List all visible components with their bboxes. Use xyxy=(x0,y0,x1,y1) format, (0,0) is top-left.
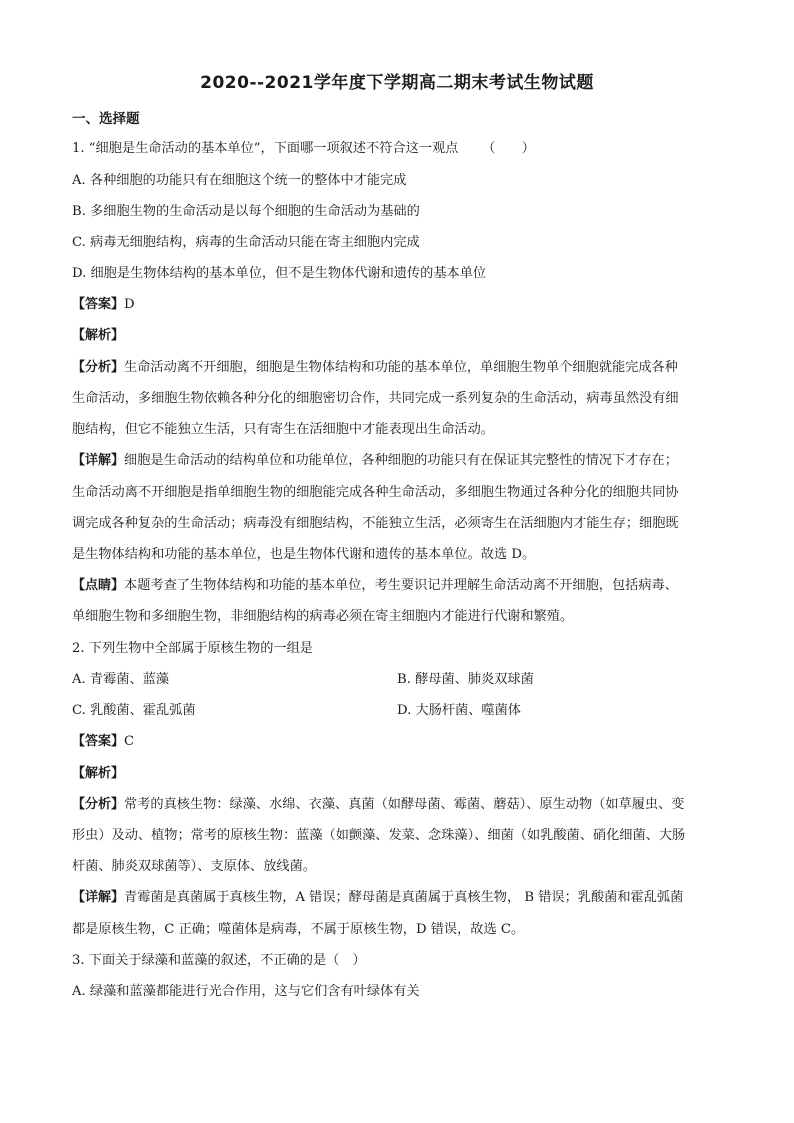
question-1-option-c: C. 病毒无细胞结构，病毒的生命活动只能在寄主细胞内完成 xyxy=(72,235,420,250)
question-1-xiangjie-line: 是生物体结构和功能的基本单位，也是生物体代谢和遗传的基本单位。故选 D。 xyxy=(72,547,536,562)
dianjing-text: 本题考查了生物体结构和功能的基本单位，考生要识记并理解生命活动离不开细胞，包括病毒、 xyxy=(124,578,678,593)
question-1-dianjing-line: 单细胞生物和多细胞生物，非细胞结构的病毒必须在寄主细胞内才能进行代谢和繁殖。 xyxy=(72,609,574,624)
answer-tag: 【答案】 xyxy=(72,297,125,312)
question-2-fenxi-line: 形虫）及动、植物；常考的原核生物：蓝藻（如颤藻、发菜、念珠藻）、细菌（如乳酸菌、硝化细菌、大肠 xyxy=(72,828,686,843)
question-2-option-b: B. 酵母菌、肺炎双球菌 xyxy=(397,672,534,687)
question-1-xiangjie-line: 调完成各种复杂的生命活动；病毒没有细胞结构，不能独立生活，必须寄生在活细胞内才能生存；细胞既 xyxy=(72,516,679,531)
question-1-analysis-tag xyxy=(72,326,124,346)
question-2-xiangjie-line: 都是原核生物，C 正确；噬菌体是病毒，不属于原核生物，D 错误，故选 C。 xyxy=(72,922,525,937)
dianjing-tag: 【点睛】 xyxy=(72,578,125,593)
fenxi-text: 常考的真核生物：绿藻、水绵、衣藻、真菌（如酵母菌、霉菌、蘑菇）、原生动物（如草履虫、变 xyxy=(124,797,685,812)
question-3-option-a: A. 绿藻和蓝藻都能进行光合作用，这与它们含有叶绿体有关 xyxy=(72,984,420,999)
question-1-xiangjie-line xyxy=(72,451,678,471)
question-3-stem: 3. 下面关于绿藻和蓝藻的叙述，不正确的是（ ） xyxy=(72,953,366,968)
xiangjie-tag: 【详解】 xyxy=(72,453,125,468)
question-2-stem: 2. 下列生物中全部属于原核生物的一组是 xyxy=(72,641,313,656)
question-1-dianjing-line xyxy=(72,576,678,596)
question-2-fenxi-line xyxy=(72,795,684,815)
section-heading: 一、选择题 xyxy=(72,111,140,127)
question-1-stem xyxy=(72,139,541,159)
answer-value: D xyxy=(124,297,135,312)
question-1-option-a: A. 各种细胞的功能只有在细胞这个统一的整体中才能完成 xyxy=(72,173,407,188)
question-2-xiangjie-line xyxy=(72,888,683,908)
answer-tag: 【答案】 xyxy=(72,734,125,749)
xiangjie-text: 细胞是生命活动的结构单位和功能单位，各种细胞的功能只有在保证其完整性的情况下才存在； xyxy=(124,453,678,468)
question-1-option-d: D. 细胞是生物体结构的基本单位，但不是生物体代谢和遗传的基本单位 xyxy=(72,266,487,281)
analysis-tag: 【解析】 xyxy=(72,766,125,781)
fenxi-tag: 【分析】 xyxy=(72,360,125,375)
xiangjie-text: 青霉菌是真菌属于真核生物，A 错误；酵母菌是真菌属于真核生物， B 错误；乳酸菌和霍乱弧菌 xyxy=(124,890,684,905)
question-1-fenxi-line: 胞结构，但它不能独立生活，只有寄生在活细胞中才能表现出生命活动。 xyxy=(72,422,494,437)
question-2-fenxi-line: 杆菌、肺炎双球菌等）、支原体、放线菌。 xyxy=(72,859,316,874)
question-1-answer xyxy=(72,295,135,315)
fenxi-tag: 【分析】 xyxy=(72,797,125,812)
question-2-analysis-tag xyxy=(72,764,124,784)
answer-value: C xyxy=(124,734,135,749)
analysis-tag: 【解析】 xyxy=(72,328,125,343)
answer-blank: （ ） xyxy=(482,141,535,156)
question-2-option-c: C. 乳酸菌、霍乱弧菌 xyxy=(72,703,196,718)
question-1-text: 1. “细胞是生命活动的基本单位”，下面哪一项叙述不符合这一观点 xyxy=(72,141,459,156)
question-1-option-b: B. 多细胞生物的生命活动是以每个细胞的生命活动为基础的 xyxy=(72,204,420,219)
question-2-option-a: A. 青霉菌、蓝藻 xyxy=(72,672,170,687)
exam-title: 2020--2021学年度下学期高二期末考试生物试题 xyxy=(200,73,594,93)
question-1-xiangjie-line: 生命活动离不开细胞是指单细胞生物的细胞能完成各种生命活动，多细胞生物通过各种分化的细胞共同协 xyxy=(72,485,679,500)
fenxi-text: 生命活动离不开细胞，细胞是生物体结构和功能的基本单位，单细胞生物单个细胞就能完成各种 xyxy=(124,360,678,375)
question-2-answer xyxy=(72,732,134,752)
question-1-fenxi-line: 生命活动，多细胞生物依赖各种分化的细胞密切合作，共同完成一系列复杂的生命活动，病毒虽然没有细 xyxy=(72,391,679,406)
xiangjie-tag: 【详解】 xyxy=(72,890,125,905)
question-2-option-d: D. 大肠杆菌、噬菌体 xyxy=(397,703,521,718)
question-1-fenxi-line xyxy=(72,358,678,378)
